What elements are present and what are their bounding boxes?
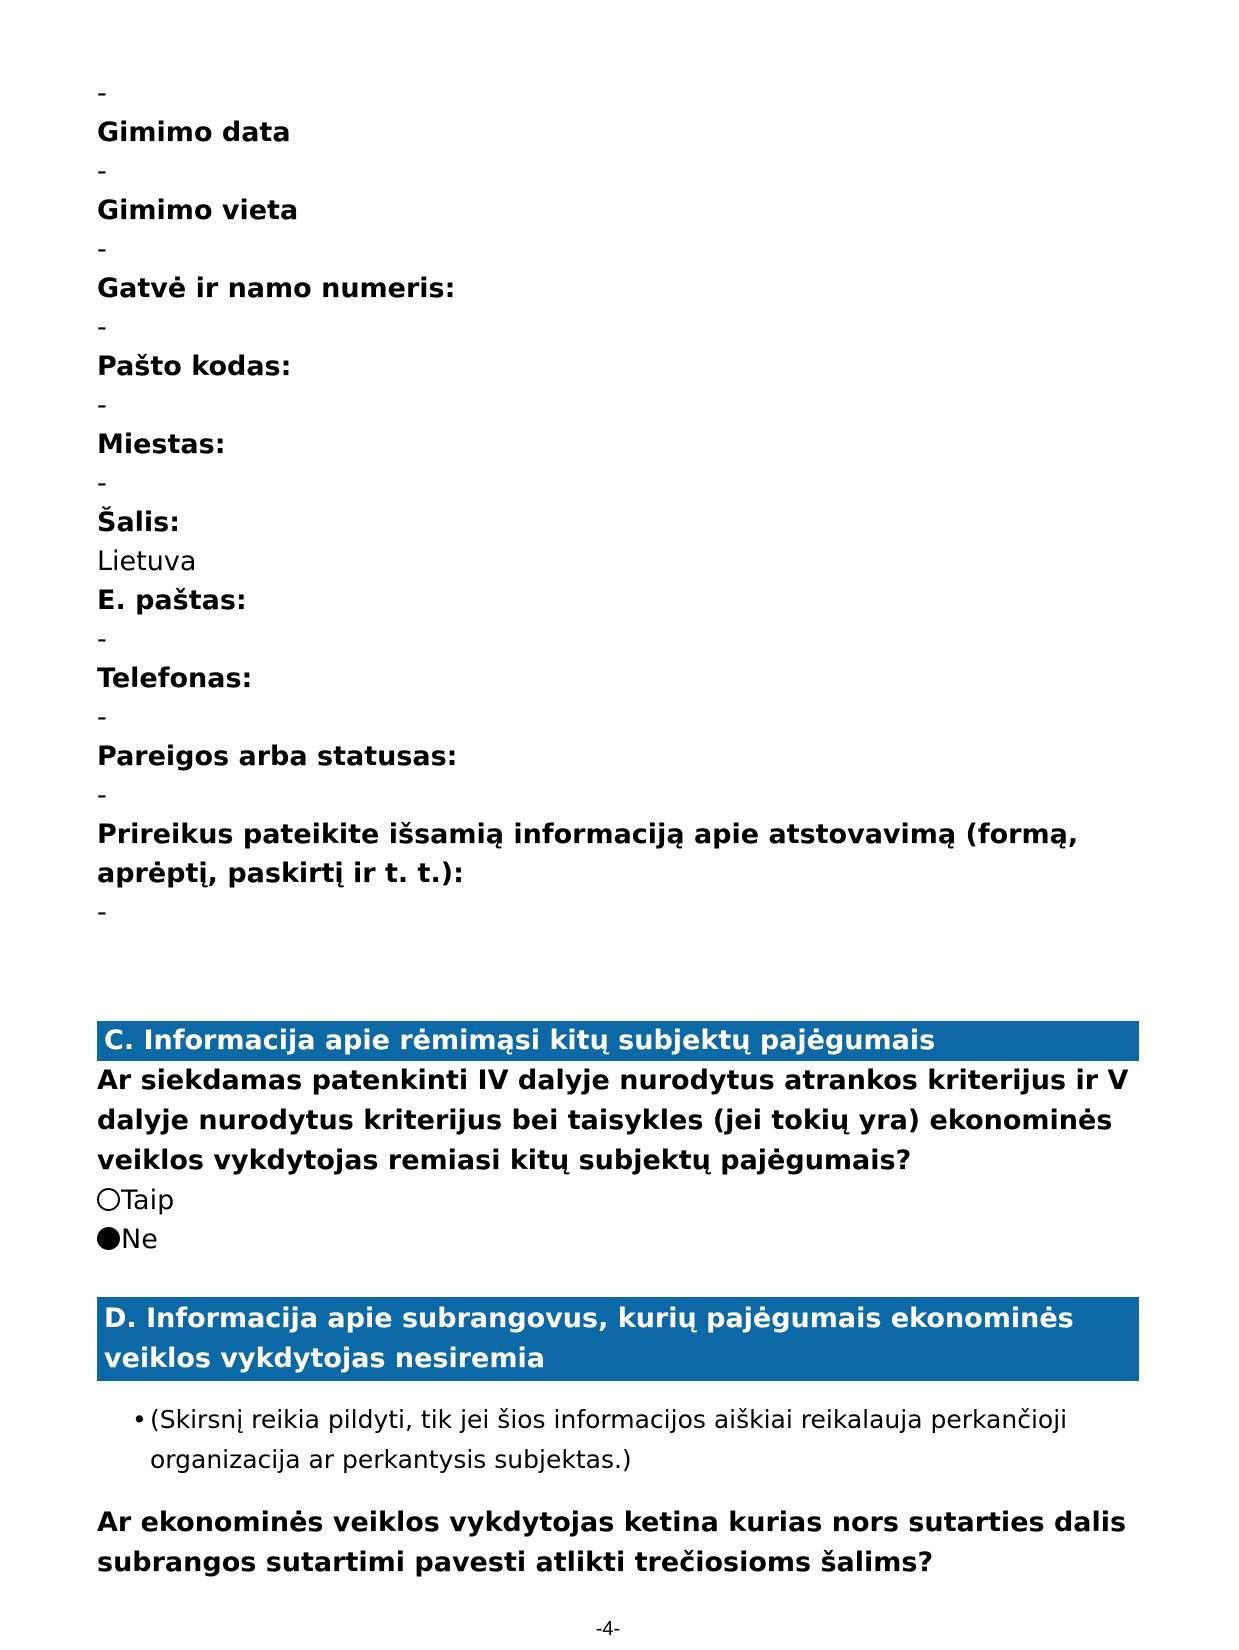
page-number: -4- xyxy=(595,1618,621,1640)
field-value: - xyxy=(97,624,107,655)
reliance-radio-group xyxy=(97,1181,1139,1259)
bullet-icon: • xyxy=(132,1405,147,1434)
radio-option-label: Taip xyxy=(121,1185,175,1216)
field-label: Šalis: xyxy=(97,507,181,538)
field-value: - xyxy=(97,780,107,811)
field-value: - xyxy=(97,468,107,499)
field-label: Gimimo vieta xyxy=(97,195,299,226)
section-d-question: Ar ekonominės veiklos vykdytojas ketina kurias nors sutarties dalis subrangos sutartimi pavesti atlikti trečiosioms šalims? xyxy=(97,1507,1127,1578)
field-value: - xyxy=(97,312,107,343)
field-value: - xyxy=(97,78,107,109)
section-d-note xyxy=(97,1400,1139,1480)
field-value: - xyxy=(97,234,107,265)
field-label: Gimimo data xyxy=(97,117,291,148)
field-value: - xyxy=(97,156,107,187)
field-value: Lietuva xyxy=(97,546,197,577)
field-value: - xyxy=(97,390,107,421)
field-value: - xyxy=(97,702,107,733)
field-label: Miestas: xyxy=(97,429,226,460)
field-label: Telefonas: xyxy=(97,663,253,694)
section-c-title: C. Informacija apie rėmimąsi kitų subjektų pajėgumais xyxy=(104,1025,936,1056)
radio-option-taip[interactable] xyxy=(97,1181,1139,1220)
section-d-header xyxy=(97,1297,1139,1381)
section-c-header xyxy=(97,1021,1139,1061)
radio-option-label: Ne xyxy=(121,1224,158,1255)
field-label: E. paštas: xyxy=(97,585,247,616)
field-label: Prireikus pateikite išsamią informaciją apie atstovavimą (formą, aprėptį, paskirtį ir t. t.): xyxy=(97,819,1079,889)
field-label: Pašto kodas: xyxy=(97,351,292,382)
section-d-title: D. Informacija apie subrangovus, kurių pajėgumais ekonominės veiklos vykdytojas nesiremia xyxy=(104,1303,1074,1374)
contact-fields-list xyxy=(97,0,1139,932)
radio-selected-icon[interactable] xyxy=(97,1227,120,1250)
radio-option-ne[interactable] xyxy=(97,1220,1139,1259)
section-d-note-text: (Skirsnį reikia pildyti, tik jei šios informacijos aiškiai reikalauja perkančioji organizacija ar perkantysis subjektas.) xyxy=(150,1405,1068,1474)
section-c-question: Ar siekdamas patenkinti IV dalyje nurodytus atrankos kriterijus ir V dalyje nurodytus kriterijus bei taisykles (jei tokių yra) ekonominės veiklos vykdytojas remiasi kitų subjektų pajėgumais? xyxy=(97,1065,1129,1176)
radio-unselected-icon[interactable] xyxy=(97,1188,120,1211)
field-label: Gatvė ir namo numeris: xyxy=(97,273,456,304)
field-label: Pareigos arba statusas: xyxy=(97,741,458,772)
field-value: - xyxy=(97,897,107,928)
